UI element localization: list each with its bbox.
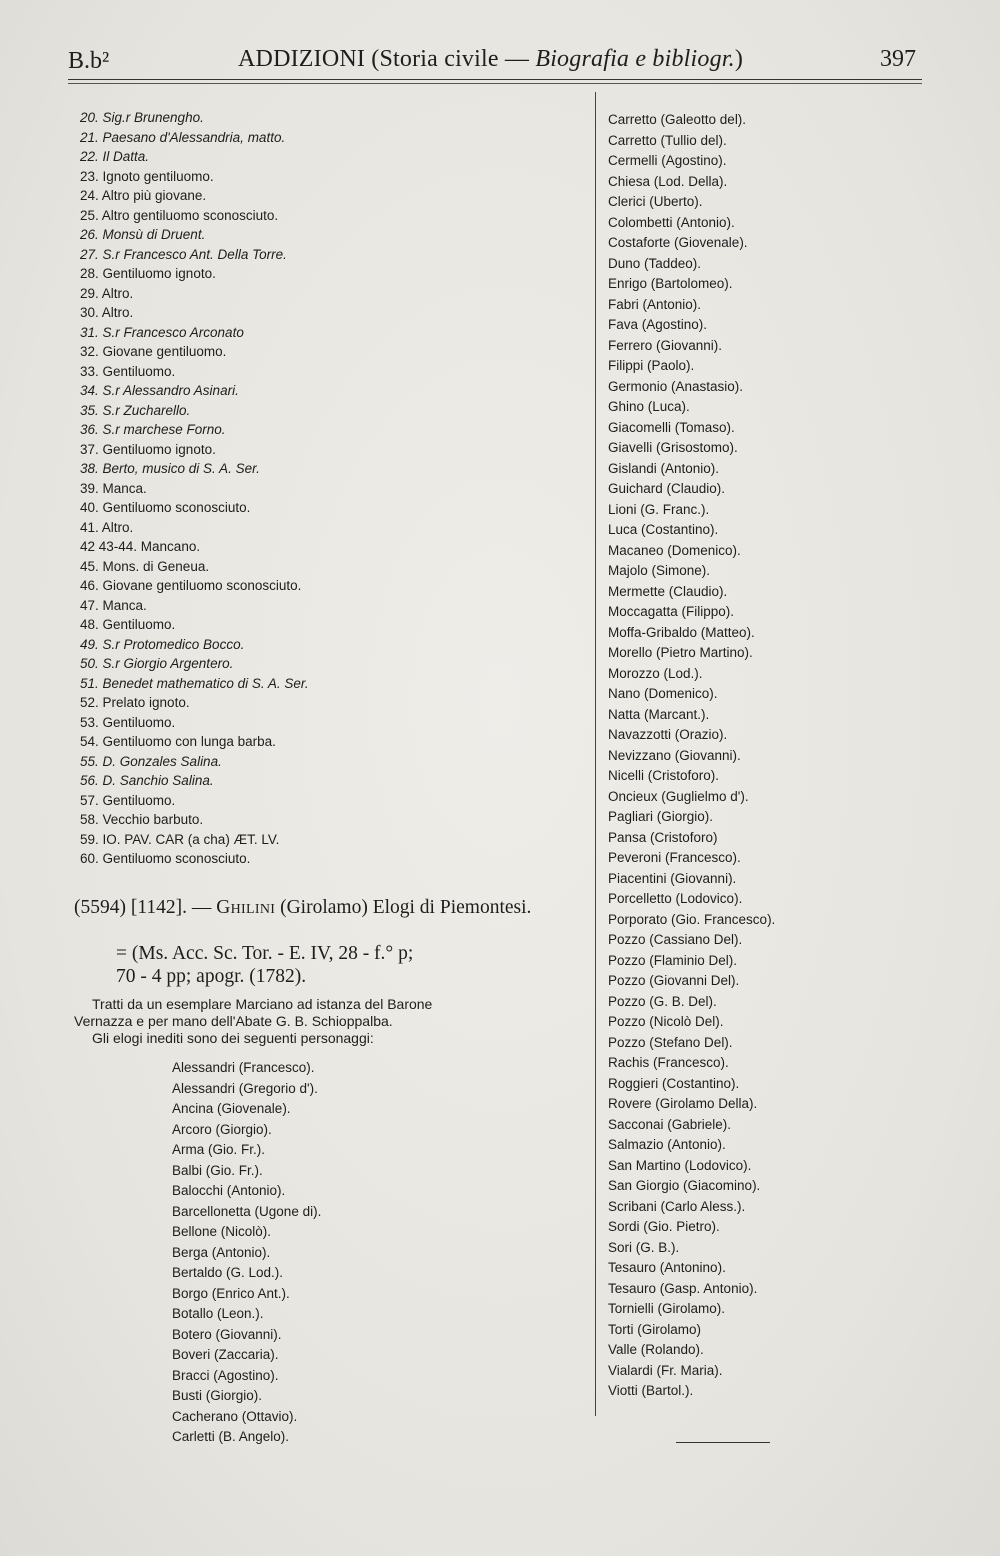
list-item: 58. Vecchio barbuto. <box>80 812 204 827</box>
list-item: 51. Benedet mathematico di S. A. Ser. <box>80 675 309 691</box>
list-item: Rovere (Girolamo Della). <box>608 1096 758 1111</box>
list-item: Peveroni (Francesco). <box>608 850 741 865</box>
list-item: Nano (Domenico). <box>608 686 718 701</box>
entry-desc-line: = (Ms. Acc. Sc. Tor. - E. IV, 28 - f.° p; <box>116 943 414 964</box>
list-item: 46. Giovane gentiluomo sconosciuto. <box>80 578 302 593</box>
list-item: 49. S.r Protomedico Bocco. <box>80 636 245 652</box>
list-item: Carretto (Tullio del). <box>608 132 727 148</box>
list-item: 24. Altro più giovane. <box>80 188 207 203</box>
header-rule-thin <box>68 83 922 84</box>
list-item: Enrigo (Bartolomeo). <box>608 276 733 291</box>
list-item: 28. Gentiluomo ignoto. <box>80 266 216 281</box>
list-item: 36. S.r marchese Forno. <box>80 422 226 437</box>
list-item: Pansa (Cristoforo) <box>608 829 718 845</box>
list-item: 22. Il Datta. <box>80 149 150 164</box>
list-item: Ancina (Giovenale). <box>172 1101 291 1116</box>
list-item: Luca (Costantino). <box>608 522 719 537</box>
list-item: Bertaldo (G. Lod.). <box>172 1265 284 1280</box>
list-item: Arcoro (Giorgio). <box>172 1121 272 1137</box>
list-item: 20. Sig.r Brunengho. <box>80 110 204 125</box>
list-item: 34. S.r Alessandro Asinari. <box>80 383 239 398</box>
list-item: Piacentini (Giovanni). <box>608 870 737 886</box>
entry-author: Ghilini <box>216 897 276 918</box>
entry-note <box>74 996 594 1047</box>
list-item: Balbi (Gio. Fr.). <box>172 1162 263 1178</box>
list-item: 39. Manca. <box>80 480 147 496</box>
list-item: Chiesa (Lod. Della). <box>608 173 728 189</box>
list-item: Germonio (Anastasio). <box>608 378 744 394</box>
list-item: Balocchi (Antonio). <box>172 1183 286 1198</box>
list-item: 29. Altro. <box>80 285 134 301</box>
list-item: Fava (Agostino). <box>608 317 708 332</box>
list-item: San Giorgio (Giacomino). <box>608 1178 761 1193</box>
list-item: Alessandri (Gregorio d'). <box>172 1080 318 1096</box>
entry-desc-line: 70 - 4 pp; apogr. (1782). <box>116 966 307 987</box>
list-item: 30. Altro. <box>80 305 134 320</box>
list-item: Lioni (G. Franc.). <box>608 501 710 517</box>
list-item: Gislandi (Antonio). <box>608 460 720 476</box>
list-item: Bracci (Agostino). <box>172 1367 279 1383</box>
list-item: Ferrero (Giovanni). <box>608 337 723 353</box>
list-item: 23. Ignoto gentiluomo. <box>80 168 214 184</box>
running-title <box>238 46 743 73</box>
elogi-names-left <box>172 1058 321 1448</box>
list-item: Roggieri (Costantino). <box>608 1075 740 1091</box>
list-item: Porcelletto (Lodovico). <box>608 891 743 906</box>
list-item: 26. Monsù di Druent. <box>80 227 206 242</box>
list-item: 47. Manca. <box>80 597 147 613</box>
elogi-names-right <box>608 110 775 1402</box>
list-item: Oncieux (Guglielmo d'). <box>608 788 749 804</box>
list-item: 41. Altro. <box>80 519 134 535</box>
list-item: 37. Gentiluomo ignoto. <box>80 441 216 457</box>
list-item: Tesauro (Gasp. Antonio). <box>608 1280 758 1296</box>
entry-note-line: Tratti da un esemplare Marciano ad istanza del Barone <box>92 996 433 1012</box>
list-item: Barcellonetta (Ugone di). <box>172 1203 322 1219</box>
entry-note-line: Vernazza e per mano dell'Abate G. B. Schioppalba. <box>74 1013 393 1029</box>
list-item: Natta (Marcant.). <box>608 706 710 722</box>
list-item: 54. Gentiluomo con lunga barba. <box>80 734 276 749</box>
end-rule <box>676 1442 770 1443</box>
list-item: Salmazio (Antonio). <box>608 1137 726 1152</box>
list-item: Morozzo (Lod.). <box>608 665 703 681</box>
list-item: Botallo (Leon.). <box>172 1306 264 1321</box>
entry-number: (5594) [1142]. — <box>74 897 217 918</box>
list-item: Tornielli (Girolamo). <box>608 1301 726 1316</box>
list-item: Giavelli (Grisostomo). <box>608 440 738 455</box>
list-item: Busti (Giorgio). <box>172 1388 263 1403</box>
list-item: 59. IO. PAV. CAR (a cha) ÆT. LV. <box>80 831 280 847</box>
list-item: 55. D. Gonzales Salina. <box>80 753 222 769</box>
page-number: 397 <box>880 46 916 72</box>
entry-note-line: Gli elogi inediti sono dei seguenti personaggi: <box>92 1030 374 1046</box>
list-item: Cacherano (Ottavio). <box>172 1408 298 1424</box>
list-item: Moffa-Gribaldo (Matteo). <box>608 624 755 640</box>
list-item: 25. Altro gentiluomo sconosciuto. <box>80 207 279 223</box>
list-item: Sordi (Gio. Pietro). <box>608 1219 720 1234</box>
list-item: 52. Prelato ignoto. <box>80 695 190 710</box>
list-item: 57. Gentiluomo. <box>80 792 176 808</box>
list-item: Scribani (Carlo Aless.). <box>608 1198 746 1214</box>
list-item: Macaneo (Domenico). <box>608 542 741 558</box>
header-rule <box>68 79 922 80</box>
list-item: Filippi (Paolo). <box>608 358 695 373</box>
list-item: 56. D. Sanchio Salina. <box>80 773 214 788</box>
list-item: 27. S.r Francesco Ant. Della Torre. <box>80 246 287 262</box>
list-item: Botero (Giovanni). <box>172 1326 282 1342</box>
list-item: Moccagatta (Filippo). <box>608 604 735 619</box>
list-item: 50. S.r Giorgio Argentero. <box>80 656 234 671</box>
list-item: Torti (Girolamo) <box>608 1321 702 1337</box>
list-item: Mermette (Claudio). <box>608 583 728 599</box>
entry-description <box>116 942 596 988</box>
list-item: 53. Gentiluomo. <box>80 714 176 730</box>
list-item: Boveri (Zaccaria). <box>172 1347 279 1362</box>
list-item: Morello (Pietro Martino). <box>608 645 753 660</box>
list-item: Fabri (Antonio). <box>608 296 702 312</box>
list-item: Ghino (Luca). <box>608 399 690 414</box>
list-item: Giacomelli (Tomaso). <box>608 419 735 435</box>
list-item: Valle (Rolando). <box>608 1342 704 1357</box>
list-item: Carletti (B. Angelo). <box>172 1429 290 1444</box>
list-item: Duno (Taddeo). <box>608 255 702 271</box>
list-item: Tesauro (Antonino). <box>608 1260 726 1275</box>
list-item: Sori (G. B.). <box>608 1239 680 1255</box>
list-item: 21. Paesano d'Alessandria, matto. <box>80 129 286 145</box>
list-item: Guichard (Claudio). <box>608 481 726 496</box>
entry-heading <box>74 896 594 919</box>
list-item: Cermelli (Agostino). <box>608 153 727 168</box>
list-item: 60. Gentiluomo sconosciuto. <box>80 851 251 866</box>
list-item: Sacconai (Gabriele). <box>608 1116 732 1132</box>
running-title-italic: Biografia e bibliogr. <box>535 46 735 72</box>
list-item: Vialardi (Fr. Maria). <box>608 1362 723 1378</box>
column-divider <box>595 92 596 1416</box>
list-item: Pagliari (Giorgio). <box>608 809 714 824</box>
list-item: 48. Gentiluomo. <box>80 617 176 632</box>
list-item: Colombetti (Antonio). <box>608 214 735 230</box>
list-item: Pozzo (Stefano Del). <box>608 1034 733 1050</box>
list-item: 45. Mons. di Geneua. <box>80 558 210 574</box>
list-item: 32. Giovane gentiluomo. <box>80 344 227 359</box>
running-title-roman: ADDIZIONI (Storia civile — <box>238 46 536 72</box>
list-item: Borgo (Enrico Ant.). <box>172 1285 290 1301</box>
list-item: Nicelli (Cristoforo). <box>608 768 720 783</box>
list-item: Pozzo (Giovanni Del). <box>608 973 740 988</box>
running-title-close: ) <box>734 46 744 72</box>
list-item: Bellone (Nicolò). <box>172 1224 272 1239</box>
list-item: 33. Gentiluomo. <box>80 363 176 379</box>
list-item: 42 43-44. Mancano. <box>80 539 201 554</box>
list-item: San Martino (Lodovico). <box>608 1157 752 1173</box>
portrait-list <box>80 108 580 869</box>
list-item: Carretto (Galeotto del). <box>608 112 747 127</box>
list-item: Viotti (Bartol.). <box>608 1383 694 1398</box>
list-item: Costaforte (Giovenale). <box>608 235 748 250</box>
list-item: Majolo (Simone). <box>608 563 711 578</box>
list-item: Pozzo (G. B. Del). <box>608 993 717 1009</box>
list-item: Nevizzano (Giovanni). <box>608 747 741 763</box>
list-item: 31. S.r Francesco Arconato <box>80 324 244 340</box>
list-item: 40. Gentiluomo sconosciuto. <box>80 500 251 515</box>
section-mark: B.b² <box>68 48 110 74</box>
list-item: Pozzo (Cassiano Del). <box>608 932 743 947</box>
list-item: Pozzo (Flaminio Del). <box>608 952 738 968</box>
list-item: Arma (Gio. Fr.). <box>172 1142 266 1157</box>
list-item: Rachis (Francesco). <box>608 1055 729 1070</box>
list-item: 38. Berto, musico di S. A. Ser. <box>80 461 260 476</box>
list-item: Berga (Antonio). <box>172 1244 271 1260</box>
list-item: Pozzo (Nicolò Del). <box>608 1014 724 1029</box>
list-item: 35. S.r Zucharello. <box>80 402 191 418</box>
list-item: Alessandri (Francesco). <box>172 1060 315 1075</box>
list-item: Clerici (Uberto). <box>608 194 703 209</box>
list-item: Porporato (Gio. Francesco). <box>608 911 776 927</box>
list-item: Navazzotti (Orazio). <box>608 727 728 742</box>
entry-title: (Girolamo) Elogi di Piemontesi. <box>275 897 532 918</box>
